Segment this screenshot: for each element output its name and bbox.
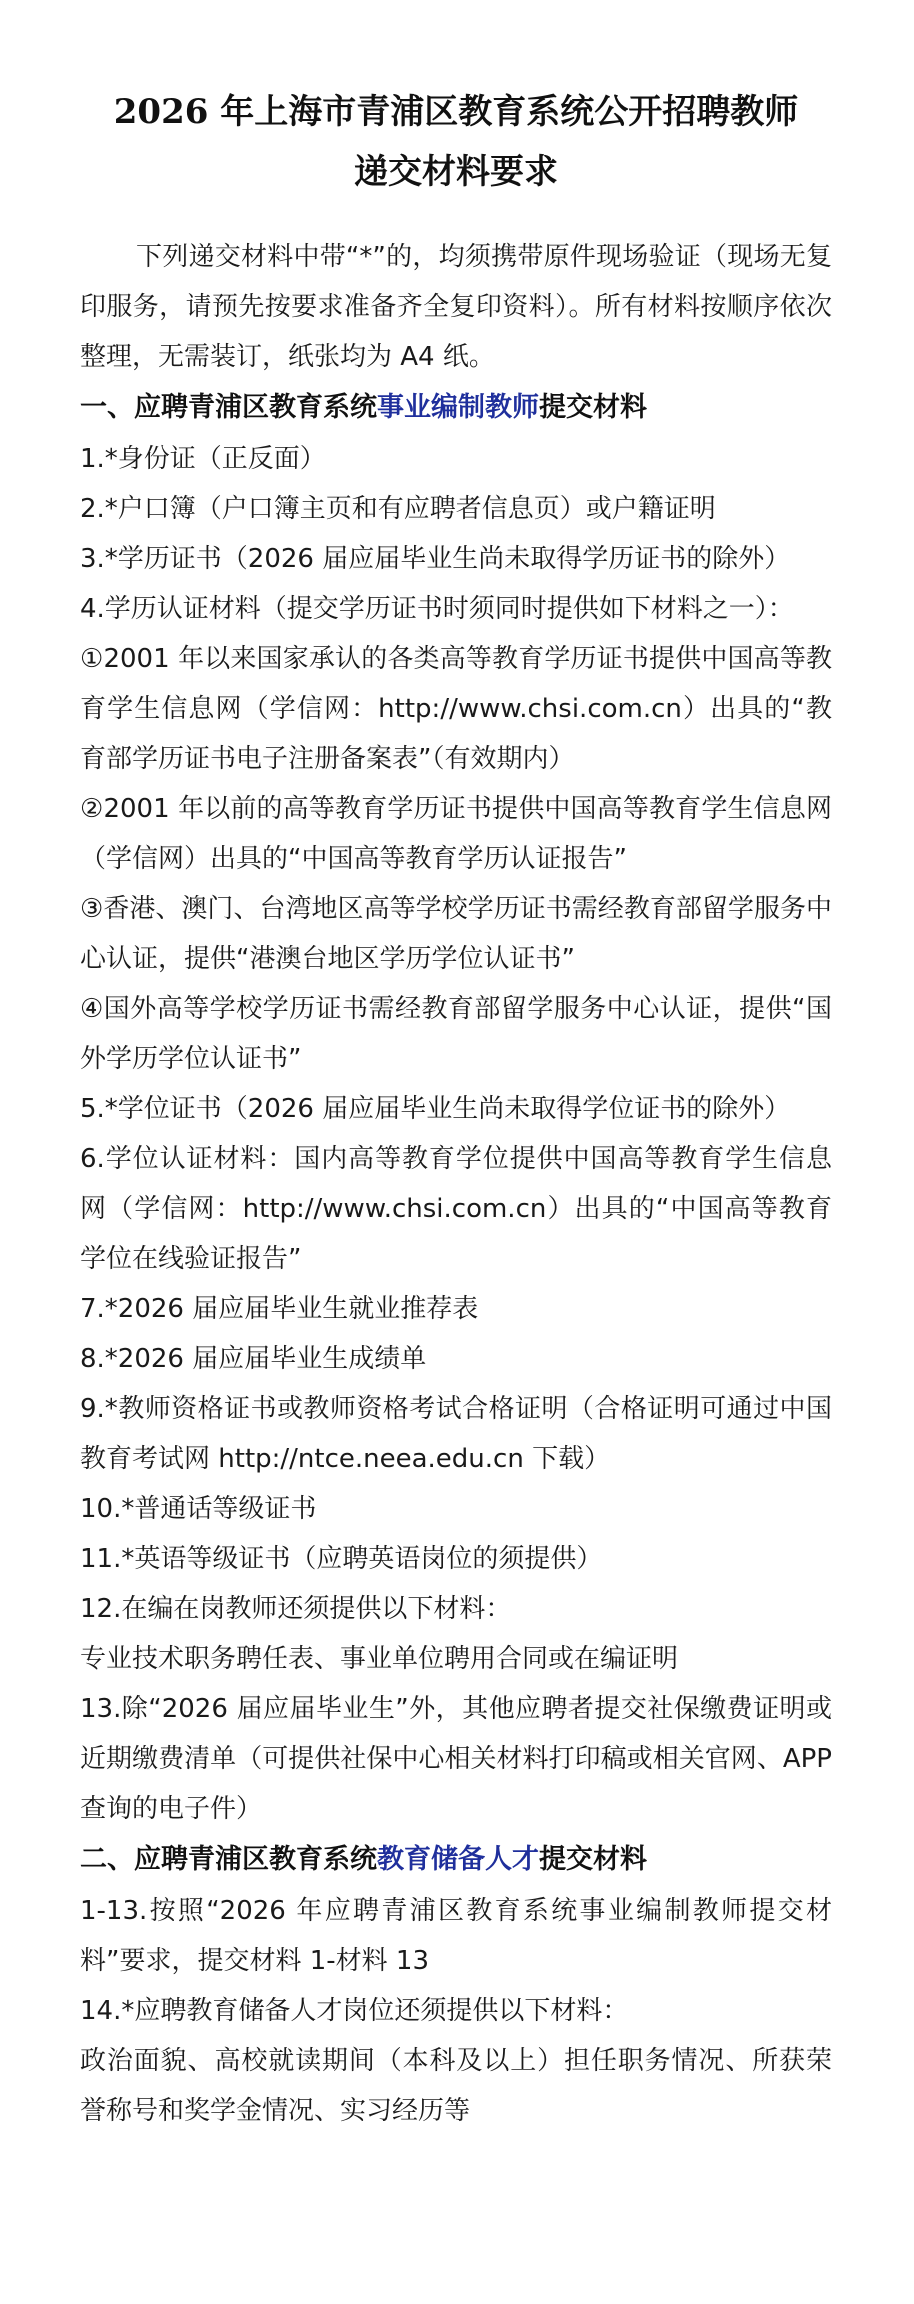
section2-list xyxy=(80,1886,832,2136)
list-item: 6.学位认证材料：国内高等教育学位提供中国高等教育学生信息网（学信网：http://www.chsi.com.cn）出具的“中国高等教育学位在线验证报告” xyxy=(80,1144,832,1274)
section1-list xyxy=(80,434,832,1834)
list-item: 1-13.按照“2026 年应聘青浦区教育系统事业编制教师提交材料”要求，提交材料 1-材料 13 xyxy=(80,1896,832,1976)
list-item: 10.*普通话等级证书 xyxy=(80,1494,317,1524)
list-item: ④国外高等学校学历证书需经教育部留学服务中心认证，提供“国外学历学位认证书” xyxy=(80,994,832,1074)
list-item: 7.*2026 届应届毕业生就业推荐表 xyxy=(80,1294,479,1324)
list-item: 11.*英语等级证书（应聘英语岗位的须提供） xyxy=(80,1544,603,1574)
list-item: 12.在编在岗教师还须提供以下材料： xyxy=(80,1594,512,1624)
list-item: 5.*学位证书（2026 届应届毕业生尚未取得学位证书的除外） xyxy=(80,1094,791,1124)
section2-heading xyxy=(80,1834,832,1886)
list-item: 3.*学历证书（2026 届应届毕业生尚未取得学历证书的除外） xyxy=(80,544,791,574)
list-item: 1.*身份证（正反面） xyxy=(80,444,326,474)
section1-heading-prefix: 一、应聘青浦区教育系统 xyxy=(80,392,377,423)
section1-heading-highlight: 事业编制教师 xyxy=(377,392,539,423)
section2-heading-prefix: 二、应聘青浦区教育系统 xyxy=(80,1844,377,1875)
section1-heading xyxy=(80,382,832,434)
list-item: 政治面貌、高校就读期间（本科及以上）担任职务情况、所获荣誉称号和奖学金情况、实习经历等 xyxy=(80,2046,832,2126)
section2-heading-suffix: 提交材料 xyxy=(539,1844,647,1875)
document-title-line2: 递交材料要求 xyxy=(354,152,558,192)
section2-heading-highlight: 教育储备人才 xyxy=(377,1844,539,1875)
list-item: 8.*2026 届应届毕业生成绩单 xyxy=(80,1344,427,1374)
list-item: ①2001 年以来国家承认的各类高等教育学历证书提供中国高等教育学生信息网（学信网：http://www.chsi.com.cn）出具的“教育部学历证书电子注册备案表”（有效期内） xyxy=(80,644,832,774)
list-item: 14.*应聘教育储备人才岗位还须提供以下材料： xyxy=(80,1996,629,2026)
document-title-line1: 2026 年上海市青浦区教育系统公开招聘教师 xyxy=(113,92,799,132)
list-item: 专业技术职务聘任表、事业单位聘用合同或在编证明 xyxy=(80,1644,679,1674)
intro-paragraph: 下列递交材料中带“*”的，均须携带原件现场验证（现场无复印服务，请预先按要求准备齐全复印资料）。所有材料按顺序依次整理，无需装订，纸张均为 A4 纸。 xyxy=(80,242,832,372)
section1-heading-suffix: 提交材料 xyxy=(539,392,647,423)
list-item: 4.学历认证材料（提交学历证书时须同时提供如下材料之一）： xyxy=(80,594,794,624)
list-item: ③香港、澳门、台湾地区高等学校学历证书需经教育部留学服务中心认证，提供“港澳台地区学历学位认证书” xyxy=(80,894,832,974)
list-item: 2.*户口簿（户口簿主页和有应聘者信息页）或户籍证明 xyxy=(80,494,716,524)
list-item: 9.*教师资格证书或教师资格考试合格证明（合格证明可通过中国教育考试网 http://ntce.neea.edu.cn 下载） xyxy=(80,1394,832,1474)
list-item: 13.除“2026 届应届毕业生”外，其他应聘者提交社保缴费证明或近期缴费清单（可提供社保中心相关材料打印稿或相关官网、APP 查询的电子件） xyxy=(80,1694,832,1824)
list-item: ②2001 年以前的高等教育学历证书提供中国高等教育学生信息网（学信网）出具的“中国高等教育学历认证报告” xyxy=(80,794,832,874)
